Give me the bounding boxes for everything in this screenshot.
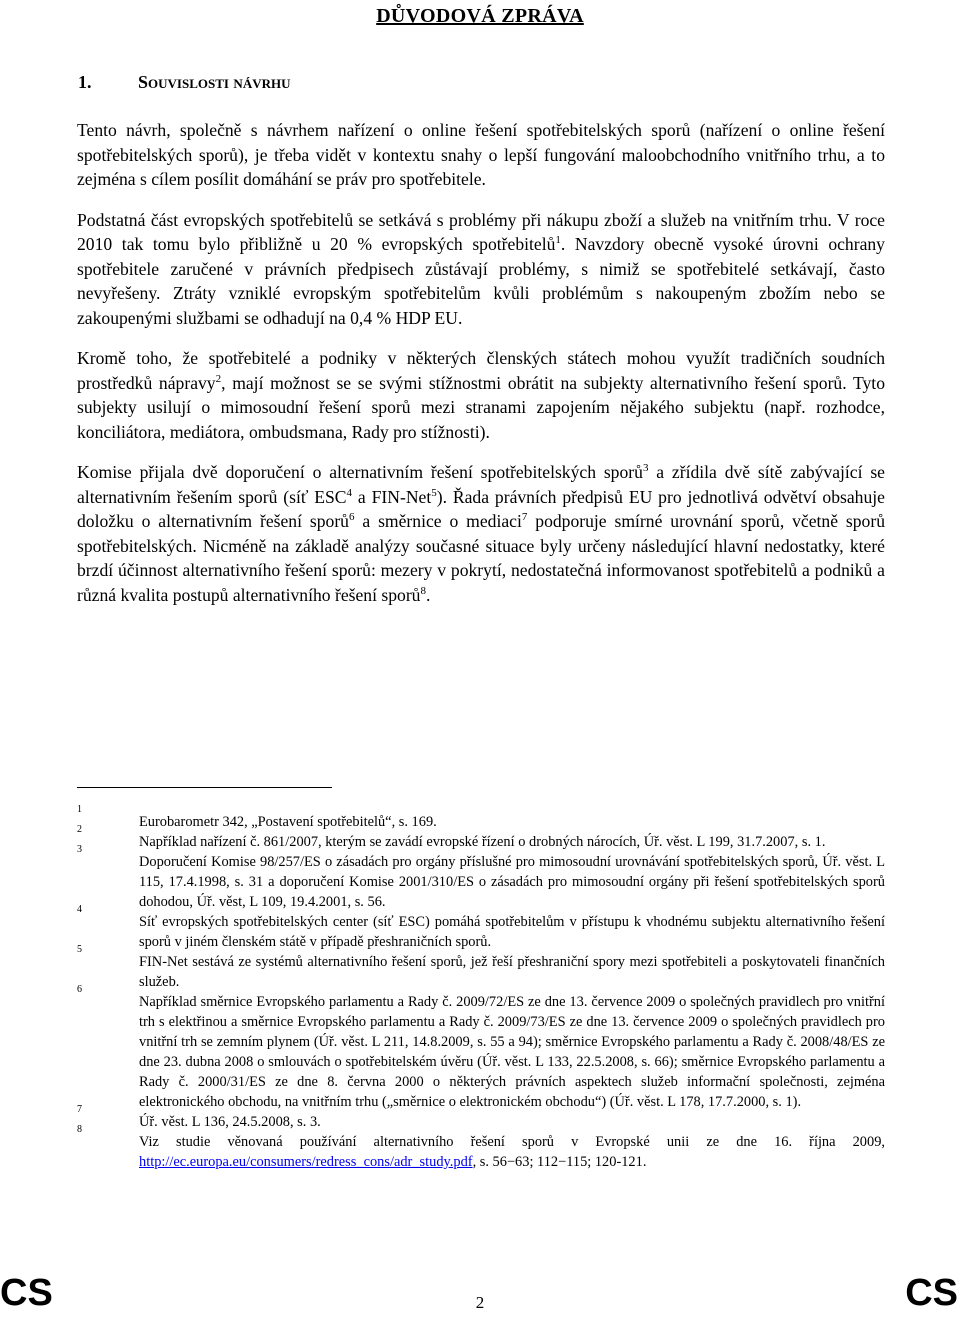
paragraph-text: Podstatná část evropských spotřebitelů se setkává s problémy při nákupu zboží a služeb na vnitřním trhu. V roce 2010 tak tomu bylo přibližně u 20 % evropských spotřebitelů	[77, 209, 885, 254]
paragraph-text: , mají možnost se se svými stížnostmi obrátit na subjekty alternativního řešení sporů. Tyto subjekty usilují o mimosoudní řešení sporů mezi stranami zapojením nějakého subjektu (např. rozhodce, konciliátora, mediátora, ombudsmana, Rady pro stížnosti).	[77, 372, 885, 442]
paragraph-text: Komise přijala dvě doporučení o alternativním řešení spotřebitelských sporů	[77, 462, 643, 482]
footnote-text: Například směrnice Evropského parlamentu a Rady č. 2009/72/ES ze dne 13. července 2009 o společných pravidlech pro vnitřní trh s elektřinou a směrnice Evropského parlamentu a Rady č. 2009/73/ES ze dne 13. července 2009 o společných pravidlech pro vnitřní trh se zemním plynem (Úř. věst. L 211, 14.8.2009, s. 55 a 94); směrnice Evropského parlamentu a Rady č. 2008/48/ES ze dne 23. dubna 2008 o smlouvách o spotřebitelském úvěru (Úř. věst. L 133, 22.5.2008, s. 66); směrnice Evropského parlamentu a Rady č. 2000/31/ES ze dne 8. června 2000 o některých právních aspektech služeb informační společnosti, zejména elektronického obchodu, na vnitřním trhu („směrnice o elektronickém obchodu“) (Úř. věst. L 178, 17.7.2000, s. 1).	[139, 994, 885, 1110]
section-heading	[78, 72, 290, 93]
language-code-right: CS	[905, 1272, 958, 1314]
paragraph-4	[77, 460, 885, 607]
footnote-number: 3	[77, 844, 82, 855]
footnote-ref-7[interactable]: 7	[521, 511, 528, 523]
footnote-text: Eurobarometr 342, „Postavení spotřebitelů“, s. 169.	[139, 814, 437, 830]
language-code-left: CS	[0, 1272, 53, 1314]
footnote-number: 5	[77, 944, 82, 955]
footnote-5	[77, 944, 885, 992]
footnote-1	[77, 804, 885, 832]
footnote-ref-3[interactable]: 3	[642, 462, 649, 474]
footnote-text: Například nařízení č. 861/2007, kterým se zavádí evropské řízení o drobných nárocích, Úř. věst. L 199, 31.7.2007, s. 1.	[139, 834, 826, 850]
footnote-number: 4	[77, 904, 82, 915]
footnote-3	[77, 844, 885, 912]
footnote-divider	[77, 787, 332, 788]
footnote-text: Síť evropských spotřebitelských center (síť ESC) pomáhá spotřebitelům v přístupu k vhodnému subjektu alternativního řešení sporů v jiném členském státě v případě přeshraničních sporů.	[139, 914, 885, 950]
study-link[interactable]: http://ec.europa.eu/consumers/redress_cons/adr_study.pdf	[139, 1154, 473, 1170]
footnote-number: 7	[77, 1104, 82, 1115]
footnote-8	[77, 1124, 885, 1172]
paragraph-text: .	[425, 584, 431, 605]
footnote-number: 8	[77, 1124, 82, 1135]
footnote-ref-5[interactable]: 5	[431, 486, 437, 499]
paragraph-text: a směrnice o mediaci	[354, 511, 522, 531]
page-number: 2	[475, 1293, 485, 1312]
section-title: Souvislosti návrhu	[138, 72, 291, 92]
body-text	[77, 118, 885, 607]
footnote-4	[77, 904, 885, 952]
footnote-text-part: , s. 56−63; 112−115; 120-121.	[472, 1154, 647, 1170]
footnote-text: Doporučení Komise 98/257/ES o zásadách pro orgány příslušné pro mimosoudní urovnávání spotřebitelských sporů, Úř. věst. L 115, 17.4.1998, s. 31 a doporučení Komise 2001/310/ES o zásadách pro mimosoudní orgány při řešení spotřebitelských sporů dohodou, Úř. věst, L 109, 19.4.2001, s. 56.	[139, 854, 885, 910]
paragraph-3	[77, 346, 885, 444]
footnote-number: 6	[77, 984, 82, 995]
footnote-text: Úř. věst. L 136, 24.5.2008, s. 3.	[139, 1114, 321, 1130]
footnote-6	[77, 984, 885, 1112]
footnote-number: 2	[77, 824, 82, 835]
paragraph-text: Kromě toho, že spotřebitelé a podniky v některých členských státech mohou využít tradičních soudních prostředků nápravy	[77, 348, 885, 393]
footnotes	[77, 804, 885, 1172]
page-title: DŮVODOVÁ ZPRÁVA	[376, 5, 584, 27]
section-number: 1.	[78, 72, 92, 92]
footnote-text: FIN-Net sestává ze systémů alternativního řešení sporů, jež řeší přeshraniční spory mezi spotřebiteli a poskytovateli finančních služeb.	[139, 954, 885, 990]
paragraph-1	[77, 118, 885, 192]
footnote-ref-4[interactable]: 4	[346, 486, 353, 499]
footnote-ref-2[interactable]: 2	[215, 372, 222, 385]
footnote-text	[139, 1132, 885, 1172]
paragraph-text: Tento návrh, společně s návrhem nařízení o online řešení spotřebitelských sporů (nařízení o online řešení spotřebitelských sporů), je třeba vidět v kontextu snahy o lepší fungování maloobchodního vnitřního trhu, a to zejména s cílem posílit domáhání se práv pro spotřebitele.	[77, 120, 885, 189]
paragraph-text: ). Řada právních předpisů EU pro jednotlivá odvětví obsahuje doložku o alternativním řešení sporů	[77, 486, 885, 531]
footnote-2	[77, 824, 885, 852]
footnote-text-part: Viz studie věnovaná používání alternativního řešení sporů v Evropské unii ze dne 16. října 2009,	[139, 1134, 885, 1150]
paragraph-text: . Navzdory obecně vysoké úrovni ochrany spotřebitele zaručené v právních předpisech zůstávají problémy, s nimiž se spotřebitelé setkávají, často nevyřešeny. Ztráty vzniklé evropským spotřebitelům kvůli problémům s nakoupeným zbožím nebo se zakoupenými službami se odhadují na 0,4 % HDP EU.	[77, 234, 885, 328]
footnote-ref-6[interactable]: 6	[348, 511, 355, 523]
page-footer	[0, 1273, 960, 1313]
paragraph-text: a FIN-Net	[352, 486, 432, 507]
paragraph-2	[77, 208, 885, 331]
footnote-number: 1	[77, 804, 82, 815]
footnote-7	[77, 1104, 885, 1132]
footnote-ref-8[interactable]: 8	[420, 584, 426, 597]
paragraph-text: podporuje smírné urovnání sporů, včetně sporů spotřebitelských. Nicméně na základě analýzy současné situace byly určeny následující hlavní nedostatky, které brzdí účinnost alternativního řešení sporů: mezery v pokrytí, nedostatečná informovanost spotřebitelů a podniků a různá kvalita postupů alternativního řešení sporů	[77, 511, 886, 605]
paragraph-text: a zřídila dvě sítě zabývající se alternativním řešením sporů (síť ESC	[77, 462, 885, 507]
footnote-ref-1[interactable]: 1	[555, 234, 561, 246]
